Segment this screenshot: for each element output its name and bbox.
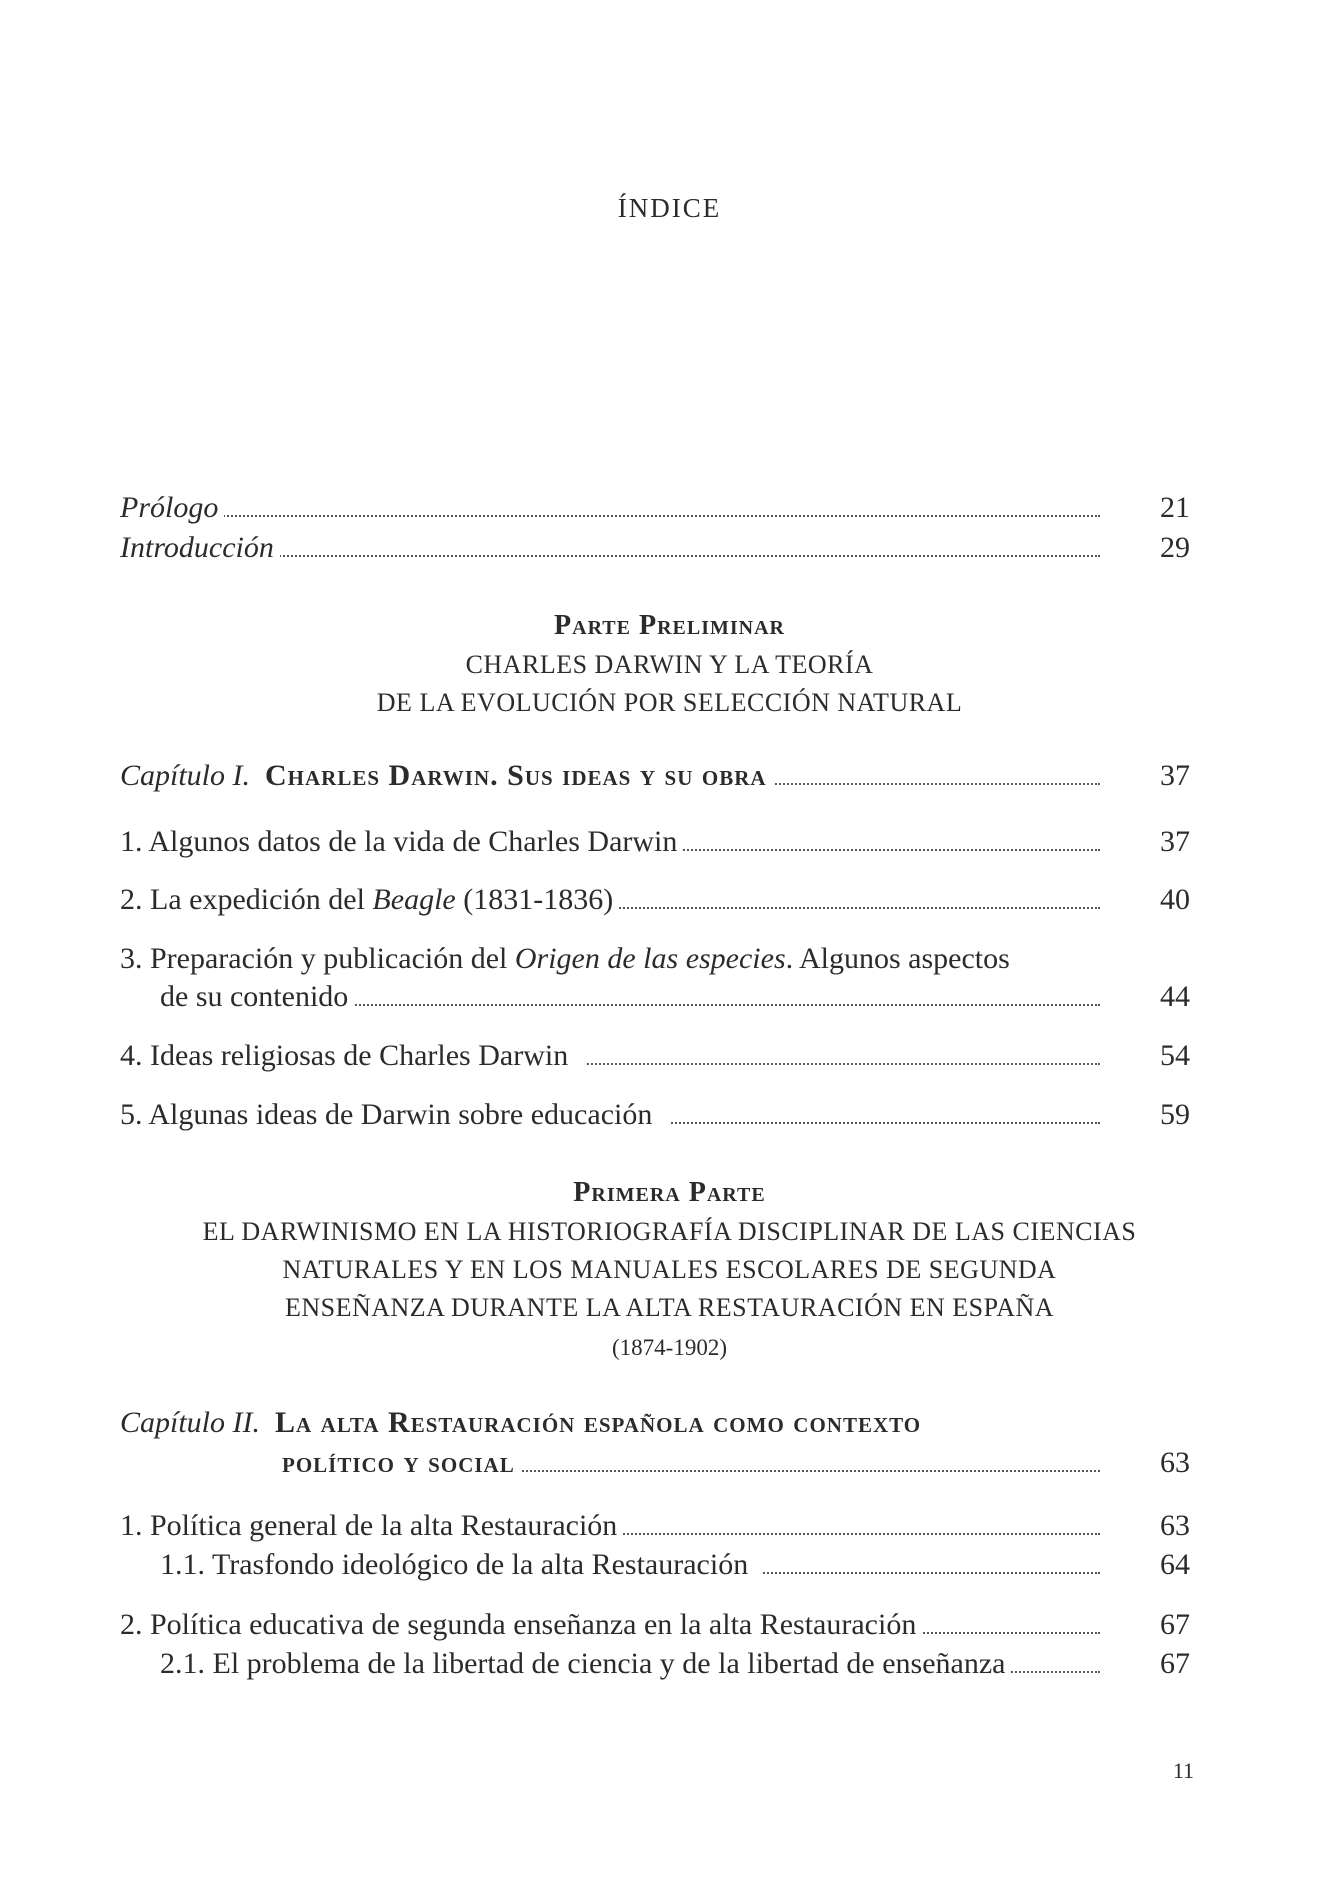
page-folio: 11 xyxy=(1172,1758,1194,1783)
chapter-prefix: Capítulo II. xyxy=(120,1406,260,1439)
part-subtitle-line: CHARLES DARWIN Y LA TEORÍA xyxy=(465,650,874,679)
page-number: 59 xyxy=(1160,1098,1190,1131)
part-heading: Primera Parte xyxy=(573,1177,766,1208)
page-number: 63 xyxy=(1160,1446,1190,1479)
toc-entry-label: Introducción xyxy=(120,528,280,568)
toc-section[interactable] xyxy=(120,1605,1190,1645)
page-number: 40 xyxy=(1160,883,1190,916)
toc-entry-prologo[interactable] xyxy=(120,488,1190,528)
page-title: ÍNDICE xyxy=(617,193,722,223)
toc-section[interactable] xyxy=(120,880,1190,920)
toc-section-label: 1. Política general de la alta Restauración xyxy=(120,1506,623,1546)
chapter-prefix: Capítulo I. xyxy=(120,759,251,792)
page-number: 21 xyxy=(1160,491,1190,524)
toc-section-label: 4. Ideas religiosas de Charles Darwin xyxy=(120,1036,586,1076)
toc-section[interactable] xyxy=(120,1506,1190,1546)
page-number: 54 xyxy=(1160,1039,1190,1072)
page-number: 63 xyxy=(1160,1509,1190,1542)
part-heading: Parte Preliminar xyxy=(554,610,785,641)
page-number: 67 xyxy=(1160,1608,1190,1641)
toc-chapter-1[interactable] xyxy=(120,756,1190,796)
toc-section[interactable] xyxy=(120,1036,1190,1076)
chapter-title: Charles Darwin. Sus ideas y su obra xyxy=(265,759,767,792)
toc-subsection-label: 1.1. Trasfondo ideológico de la alta Restauración xyxy=(160,1545,762,1585)
toc-section-label: 2. La expedición del Beagle (1831-1836) xyxy=(120,880,619,920)
chapter-heading-line1 xyxy=(120,1403,921,1443)
part-subtitle-line: NATURALES Y EN LOS MANUALES ESCOLARES DE SEGUNDA xyxy=(282,1255,1057,1284)
toc-chapter-2[interactable] xyxy=(282,1443,1190,1483)
toc-section[interactable] xyxy=(120,1095,1190,1135)
part-subtitle-line: ENSEÑANZA DURANTE LA ALTA RESTAURACIÓN EN ESPAÑA xyxy=(284,1293,1055,1322)
toc-section-label-line2: de su contenido xyxy=(160,977,354,1017)
part-subtitle-line: EL DARWINISMO EN LA HISTORIOGRAFÍA DISCIPLINAR DE LAS CIENCIAS xyxy=(202,1217,1137,1246)
chapter-heading xyxy=(120,756,773,796)
toc-section[interactable] xyxy=(160,977,1190,1017)
toc-subsection[interactable] xyxy=(160,1644,1190,1684)
page-number: 67 xyxy=(1160,1647,1190,1680)
page-number: 44 xyxy=(1160,980,1190,1013)
page-number: 64 xyxy=(1160,1548,1190,1581)
toc-entry-introduccion[interactable] xyxy=(120,528,1190,568)
toc-section-label: 2. Política educativa de segunda enseñanza en la alta Restauración xyxy=(120,1605,922,1645)
toc-subsection-label: 2.1. El problema de la libertad de ciencia y de la libertad de enseñanza xyxy=(160,1644,1011,1684)
toc-subsection[interactable] xyxy=(160,1545,1190,1585)
toc-section-label: 1. Algunos datos de la vida de Charles Darwin xyxy=(120,822,683,862)
part-subtitle-line: DE LA EVOLUCIÓN POR SELECCIÓN NATURAL xyxy=(376,688,963,717)
toc-entry-label: Prólogo xyxy=(120,488,224,528)
toc-section[interactable] xyxy=(120,822,1190,862)
part-years: (1874-1902) xyxy=(612,1335,727,1360)
page-number: 37 xyxy=(1160,825,1190,858)
page-number: 37 xyxy=(1160,759,1190,792)
chapter-title-line2: político y social xyxy=(282,1443,521,1483)
chapter-title: La alta Restauración española como contexto xyxy=(275,1406,922,1439)
toc-section-label: 5. Algunas ideas de Darwin sobre educación xyxy=(120,1095,670,1135)
toc-section-label-line1: 3. Preparación y publicación del Origen de las especies. Algunos aspectos xyxy=(120,942,1010,975)
page-number: 29 xyxy=(1160,531,1190,564)
dot-leader xyxy=(120,515,1100,517)
